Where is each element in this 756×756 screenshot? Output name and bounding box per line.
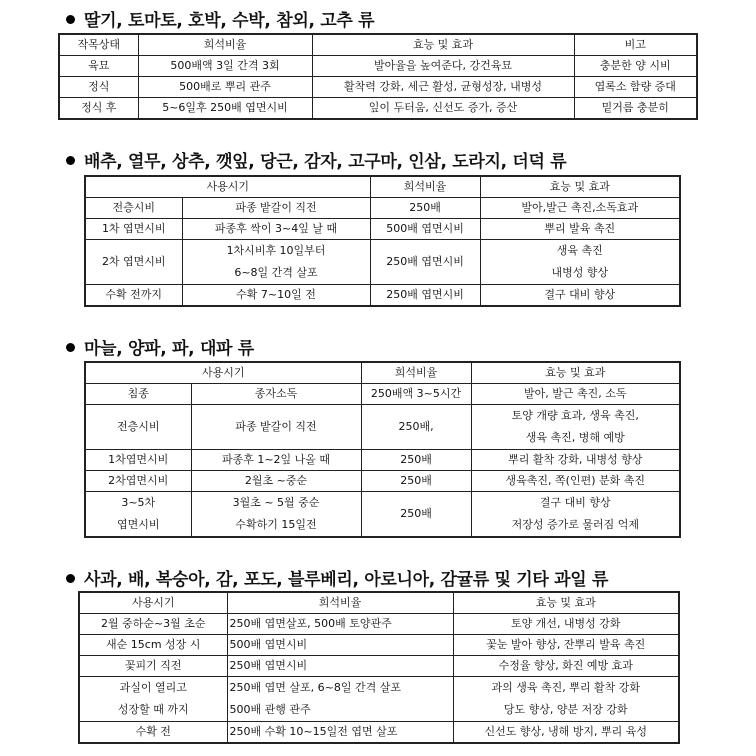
header-cell: 희석비율: [361, 362, 471, 384]
table-cell: 500배액 3일 간격 3회: [138, 56, 312, 77]
bullet-icon: [66, 574, 75, 583]
table-row: [79, 677, 679, 722]
table-row: [59, 77, 697, 98]
table-cell: 250배액 3~5시간: [361, 384, 471, 405]
section-title-text: 사과, 배, 복숭아, 감, 포도, 블루베리, 아로니아, 감귤류 및 기타 과일 류: [84, 570, 609, 590]
table-cell: 새순 15cm 성장 시: [79, 635, 227, 656]
header-cell: 작목상태: [59, 34, 138, 56]
table-cell: 파종 밭갈이 직전: [182, 198, 370, 219]
table-cell: 꽃피기 직전: [79, 656, 227, 677]
cell-line: 3~5차: [121, 496, 156, 509]
table-row: [79, 614, 679, 635]
table-row: [85, 492, 680, 538]
table-cell: 2차엽면시비: [85, 471, 191, 492]
table-4: [78, 591, 680, 744]
table-cell: 결구 대비 향상: [480, 285, 680, 307]
table-cell: 수확 전: [79, 722, 227, 744]
table-cell: 2월초 ~중순: [191, 471, 361, 492]
table-cell: 정식 후: [59, 98, 138, 120]
cell-line: 저장성 증가로 물러짐 억제: [511, 518, 639, 531]
table-1: [58, 33, 698, 120]
table-row: [85, 450, 680, 471]
table-cell: [453, 677, 679, 722]
table-cell: 250배: [361, 492, 471, 538]
section-title-1: [66, 6, 374, 31]
table-cell: [471, 492, 680, 538]
table-cell: 밑거름 충분히: [574, 98, 697, 120]
section-title-text: 마늘, 양파, 파, 대파 류: [84, 339, 254, 359]
cell-line: 3월초 ~ 5월 중순: [232, 496, 320, 509]
table-cell: 전층시비: [85, 198, 182, 219]
table-cell: 활착력 강화, 세근 활성, 균형성장, 내병성: [312, 77, 574, 98]
table-cell: [471, 405, 680, 450]
table-cell: 내병성 향상: [480, 262, 680, 285]
cell-line: 6~8일 간격 살포: [234, 266, 318, 279]
cell-line: 당도 향상, 양분 저장 강화: [503, 703, 628, 716]
section-title-text: 딸기, 토마토, 호박, 수박, 참외, 고추 류: [84, 11, 375, 31]
cell-line: 500배 관행 관주: [229, 703, 311, 716]
table-row: [79, 656, 679, 677]
table-cell: 생육 촉진: [480, 240, 680, 263]
table-cell: 육묘: [59, 56, 138, 77]
section-title-3: [66, 334, 254, 359]
table-cell: 발아,발근 촉진,소독효과: [480, 198, 680, 219]
cell-line: 토양 개량 효과, 생육 촉진,: [511, 409, 639, 422]
header-cell: 희석비율: [227, 592, 453, 614]
table-row: [85, 384, 680, 405]
cell-line: 생육 촉진, 병해 예방: [525, 431, 625, 444]
table-cell: 250배: [370, 198, 480, 219]
header-cell: 사용시기: [79, 592, 227, 614]
table-row: [85, 219, 680, 240]
table-cell: 꽃눈 발아 향상, 잔뿌리 발육 촉진: [453, 635, 679, 656]
table-cell: 파종 밭갈이 직전: [191, 405, 361, 450]
table-cell: 뿌리 활착 강화, 내병성 향상: [471, 450, 680, 471]
table-cell: 500배 엽면시비: [227, 635, 453, 656]
table-cell: 충분한 양 시비: [574, 56, 697, 77]
cell-line: 과의 생육 촉진, 뿌리 활착 강화: [491, 681, 640, 694]
table-cell: 250배,: [361, 405, 471, 450]
header-cell: 비고: [574, 34, 697, 56]
table-cell: 발아율을 높여준다, 강건육묘: [312, 56, 574, 77]
table-cell: 수확 전까지: [85, 285, 182, 307]
section-title-4: [66, 565, 608, 590]
table-2: [84, 175, 681, 307]
header-cell: 사용시기: [85, 362, 361, 384]
table-cell: [79, 677, 227, 722]
table-cell: 생육촉진, 쪽(인편) 분화 촉진: [471, 471, 680, 492]
table-cell: 파종후 1~2잎 나올 때: [191, 450, 361, 471]
table-cell: 수확 7~10일 전: [182, 285, 370, 307]
cell-line: 250배 엽면 살포, 6~8일 간격 살포: [229, 681, 401, 694]
table-cell: 정식: [59, 77, 138, 98]
table-cell: 250배 엽면시비: [370, 240, 480, 285]
table-cell: 5~6일후 250배 엽면시비: [138, 98, 312, 120]
table-cell: [227, 677, 453, 722]
table-cell: 1차엽면시비: [85, 450, 191, 471]
header-cell: 사용시기: [85, 176, 370, 198]
table-cell: 엽록소 함량 증대: [574, 77, 697, 98]
table-row: [59, 98, 697, 120]
table-cell: 종자소독: [191, 384, 361, 405]
table-cell: 잎이 두터움, 신선도 증가, 증산: [312, 98, 574, 120]
bullet-icon: [66, 15, 75, 24]
table-cell: 수정율 향상, 화진 예방 효과: [453, 656, 679, 677]
cell-line: 엽면시비: [116, 518, 160, 531]
table-cell: 파종후 싹이 3~4잎 날 때: [182, 219, 370, 240]
section-title-text: 배추, 열무, 상추, 깻잎, 당근, 감자, 고구마, 인삼, 도라지, 더덕 류: [84, 152, 567, 172]
table-cell: 신선도 향상, 냉해 방지, 뿌리 육성: [453, 722, 679, 744]
header-cell: 효능 및 효과: [471, 362, 680, 384]
section-title-2: [66, 147, 566, 172]
table-cell: 500배 엽면시비: [370, 219, 480, 240]
table-cell: 2월 중하순~3월 초순: [79, 614, 227, 635]
bullet-icon: [66, 156, 75, 165]
table-cell: 250배 수확 10~15일전 엽면 살포: [227, 722, 453, 744]
header-cell: 희석비율: [370, 176, 480, 198]
header-cell: 효능 및 효과: [312, 34, 574, 56]
table-row: [79, 722, 679, 744]
cell-line: 결구 대비 향상: [539, 496, 611, 509]
table-cell: 250배 엽면시비: [227, 656, 453, 677]
table-header-row: [85, 176, 680, 198]
cell-line: 수확하기 15일전: [235, 518, 317, 531]
cell-line: 과실이 열리고: [119, 681, 187, 694]
header-cell: 효능 및 효과: [453, 592, 679, 614]
table-header-row: [85, 362, 680, 384]
table-row: [59, 56, 697, 77]
table-row: [85, 471, 680, 492]
table-row: [85, 240, 680, 263]
table-cell: 침종: [85, 384, 191, 405]
table-cell: 토양 개선, 내병성 강화: [453, 614, 679, 635]
table-cell: 2차 엽면시비: [85, 240, 182, 285]
table-cell: 전층시비: [85, 405, 191, 450]
table-cell: [85, 492, 191, 538]
table-cell: [182, 240, 370, 285]
table-row: [79, 635, 679, 656]
table-row: [85, 285, 680, 307]
table-cell: 250배: [361, 471, 471, 492]
table-header-row: [79, 592, 679, 614]
table-row: [85, 405, 680, 450]
table-cell: 250배 엽면시비: [370, 285, 480, 307]
header-cell: 희석비율: [138, 34, 312, 56]
table-cell: 뿌리 발육 촉진: [480, 219, 680, 240]
table-row: [85, 198, 680, 219]
table-cell: 250배: [361, 450, 471, 471]
cell-line: 1차시비후 10일부터: [226, 244, 326, 257]
table-cell: 500배로 뿌리 관주: [138, 77, 312, 98]
table-cell: 250배 엽면살포, 500배 토양관주: [227, 614, 453, 635]
table-cell: 1차 엽면시비: [85, 219, 182, 240]
table-cell: 발아, 발근 촉진, 소독: [471, 384, 680, 405]
bullet-icon: [66, 343, 75, 352]
header-cell: 효능 및 효과: [480, 176, 680, 198]
table-cell: [191, 492, 361, 538]
cell-line: 성장할 때 까지: [117, 703, 189, 716]
table-3: [84, 361, 681, 538]
table-header-row: [59, 34, 697, 56]
